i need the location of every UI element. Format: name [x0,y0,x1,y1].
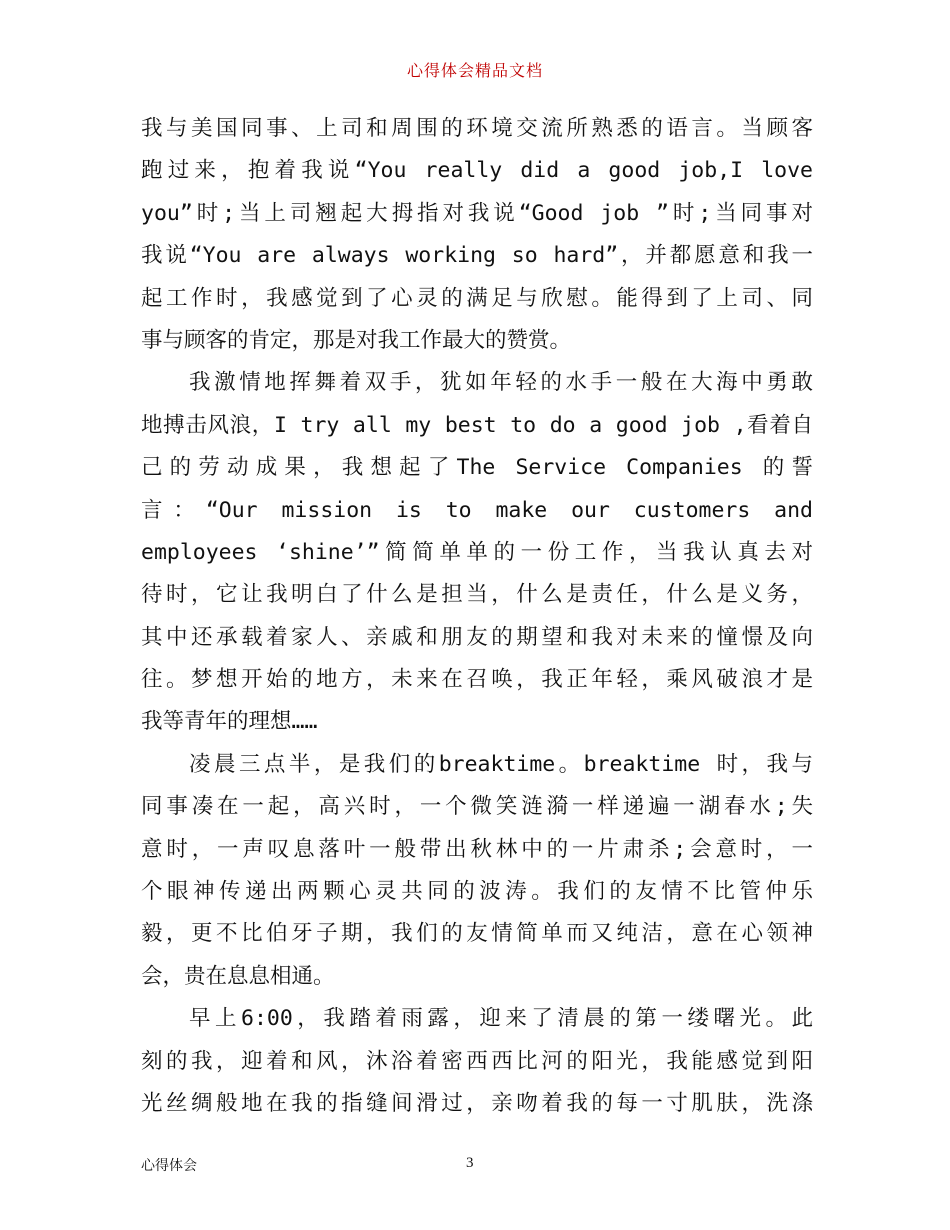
footer-label: 心得体会 [141,1158,197,1174]
body-line: 毅，更不比伯牙子期，我们的友情简单而又纯洁，意在心领神 [141,921,813,947]
body-line: 我等青年的理想…… [141,709,318,735]
document-body [141,108,813,1125]
body-line: 个眼神传递出两颗心灵共同的波涛。我们的友情不比管仲乐 [141,879,813,905]
body-line: 起工作时，我感觉到了心灵的满足与欣慰。能得到了上司、同 [141,285,813,311]
body-line: 我激情地挥舞着双手，犹如年轻的水手一般在大海中勇敢 [189,370,813,396]
body-line: 跑过来，抱着我说“You really did a good job,I love [141,158,813,184]
body-line: 同事凑在一起，高兴时，一个微笑涟漪一样递遍一湖春水;失 [141,794,813,820]
body-line: 意时，一声叹息落叶一般带出秋林中的一片肃杀;会意时，一 [141,836,813,862]
body-line: 己的劳动成果，我想起了The Service Companies 的誓 [141,455,813,481]
body-line: 凌晨三点半，是我们的breaktime。breaktime 时，我与 [189,751,813,777]
body-line: 往。梦想开始的地方，未来在召唤，我正年轻，乘风破浪才是 [141,667,813,693]
body-line: 我说“You are always working so hard”，并都愿意和我一 [141,243,813,269]
body-line: 早上6:00，我踏着雨露，迎来了清晨的第一缕曙光。此 [189,1006,813,1032]
body-line: 事与顾客的肯定，那是对我工作最大的赞赏。 [141,327,572,353]
body-line: 待时，它让我明白了什么是担当，什么是责任，什么是义务， [141,582,813,608]
body-line: employees ‘shine’”简简单单的一份工作，当我认真去对 [141,539,813,565]
body-line: 其中还承载着家人、亲戚和朋友的期望和我对未来的憧憬及向 [141,624,813,650]
body-line: 刻的我，迎着和风，沐浴着密西西比河的阳光，我能感觉到阳 [141,1048,813,1074]
page-header-title: 心得体会精品文档 [406,61,543,80]
body-line: 光丝绸般地在我的指缝间滑过，亲吻着我的每一寸肌肤，洗涤 [141,1090,813,1116]
body-line: 地搏击风浪，I try all my best to do a good job ,看着自 [141,412,813,438]
body-line: 会，贵在息息相通。 [141,963,335,989]
body-line: 言：“Our mission is to make our customers and [141,497,813,523]
body-line: you”时;当上司翘起大拇指对我说“Good job ”时;当同事对 [141,200,813,226]
page-number: 3 [466,1155,474,1171]
body-line: 我与美国同事、上司和周围的环境交流所熟悉的语言。当顾客 [141,116,813,141]
